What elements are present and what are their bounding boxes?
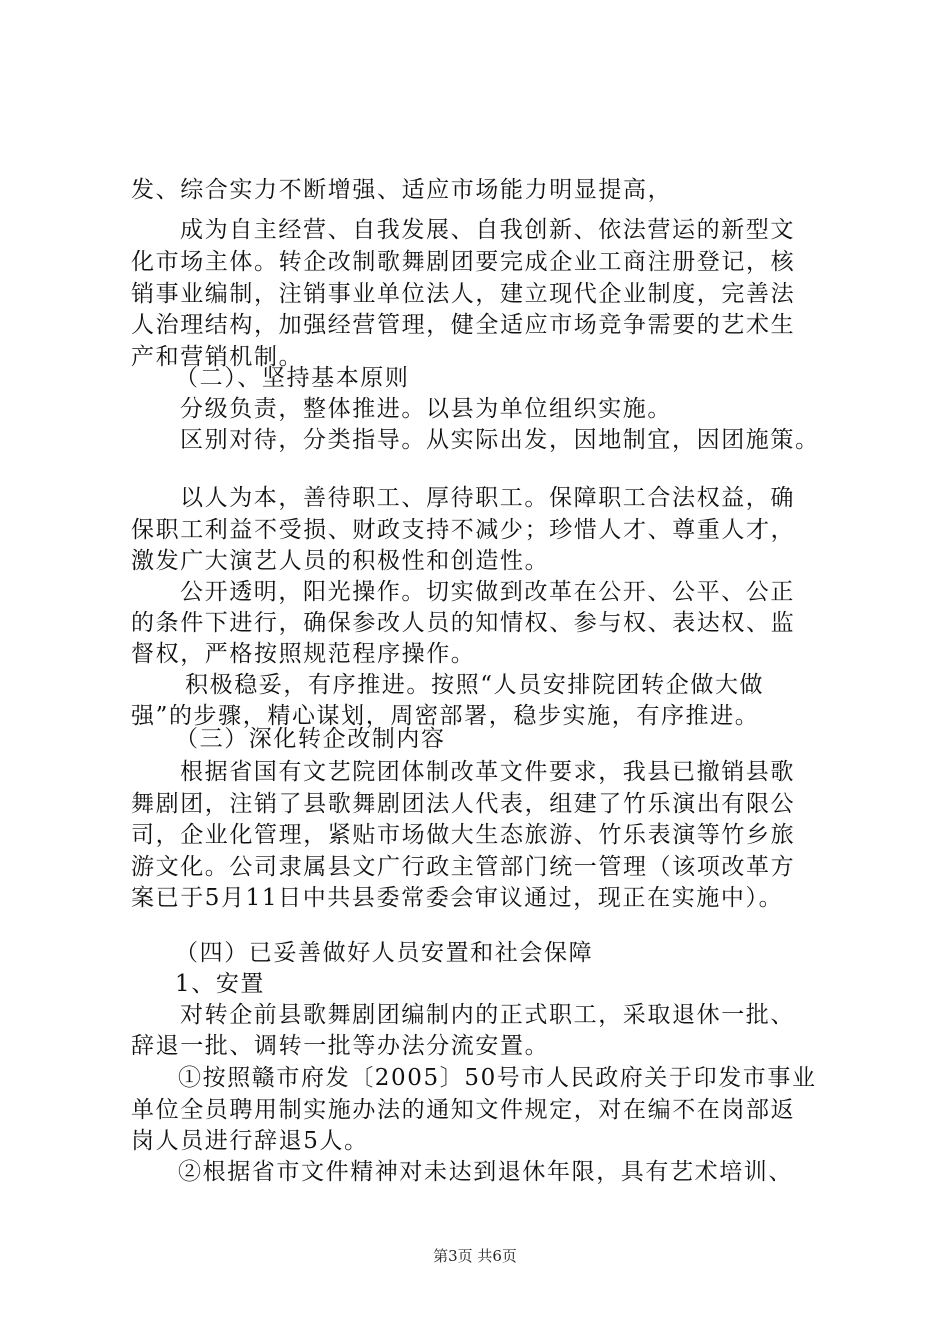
text-line: 司，企业化管理，紧贴市场做大生态旅游、竹乐表演等竹乡旅	[131, 822, 796, 848]
section-heading: （二）、坚持基本原则	[175, 365, 410, 391]
text-line: 产和营销机制。	[131, 344, 304, 370]
text-line: 案已于5月11日中共县委常委会审议通过，现正在实施中）。	[131, 885, 784, 911]
text-line: 公开透明，阳光操作。切实做到改革在公开、公平、公正	[180, 579, 795, 605]
section-heading: （四）已妥善做好人员安置和社会保障	[175, 940, 594, 966]
text-line: 单位全员聘用制实施办法的通知文件规定，对在编不在岗部返	[131, 1097, 796, 1123]
text-line: 区别对待，分类指导。从实际出发，因地制宜，因团施策。	[180, 427, 820, 453]
text-line: 销事业编制，注销事业单位法人，建立现代企业制度，完善法	[131, 281, 796, 307]
text-line: 积极稳妥，有序推进。按照“人员安排院团转企做大做	[185, 672, 765, 698]
section-heading: （三）深化转企改制内容	[175, 726, 446, 752]
page-number: 第3页 共6页	[433, 1247, 517, 1265]
text-line: 的条件下进行，确保参改人员的知情权、参与权、表达权、监	[131, 610, 796, 636]
text-line: ②根据省市文件精神对未达到退休年限，具有艺术培训、	[178, 1159, 793, 1185]
text-line: 成为自主经营、自我发展、自我创新、依法营运的新型文	[180, 217, 795, 243]
subsection-heading: 1、安置	[175, 971, 266, 997]
text-line: 化市场主体。转企改制歌舞剧团要完成企业工商注册登记，核	[131, 249, 796, 275]
text-line: 辞退一批、调转一批等办法分流安置。	[131, 1033, 550, 1059]
text-line: 督权，严格按照规范程序操作。	[131, 641, 476, 667]
text-line: 以人为本，善待职工、厚待职工。保障职工合法权益，确	[180, 485, 795, 511]
text-line: 对转企前县歌舞剧团编制内的正式职工，采取退休一批、	[180, 1002, 795, 1028]
text-line: 强”的步骤，精心谋划，周密部署，稳步实施，有序推进。	[131, 703, 760, 729]
text-line: 岗人员进行辞退5人。	[131, 1128, 369, 1154]
text-line: 舞剧团，注销了县歌舞剧团法人代表，组建了竹乐演出有限公	[131, 791, 796, 817]
text-line: ①按照赣市府发〔2005〕50号市人民政府关于印发市事业	[178, 1065, 817, 1091]
text-line: 分级负责，整体推进。以县为单位组织实施。	[180, 396, 672, 422]
text-line: 游文化。公司隶属县文广行政主管部门统一管理（该项改革方	[131, 854, 796, 880]
text-line: 发、综合实力不断增强、适应市场能力明显提高，	[131, 177, 673, 203]
text-line: 保职工利益不受损、财政支持不减少；珍惜人才、尊重人才，	[131, 517, 796, 543]
text-line: 根据省国有文艺院团体制改革文件要求，我县已撤销县歌	[180, 759, 795, 785]
text-line: 激发广大演艺人员的积极性和创造性。	[131, 548, 550, 574]
text-line: 人治理结构，加强经营管理，健全适应市场竞争需要的艺术生	[131, 312, 796, 338]
